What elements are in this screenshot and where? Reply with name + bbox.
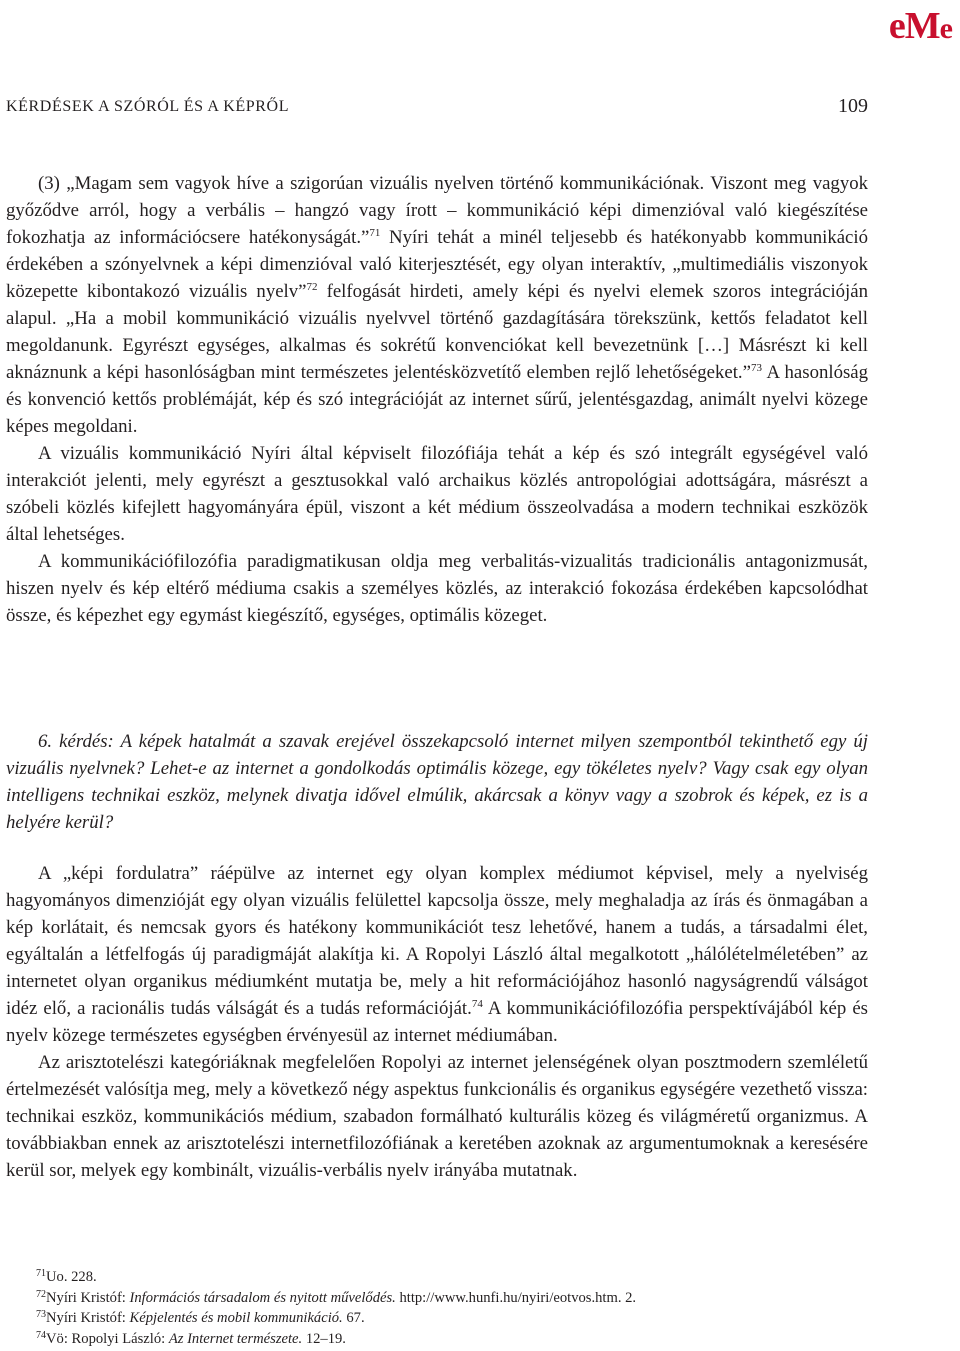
paragraph-text: Nyíri tehát a minél teljesebb és hatékonyabb kommunikáció érdekében a szónyelvnek a képi dimenzióval való kiterjesztését, egy olyan interaktív, „multimediális viszonyok közepette kibontakozó vizuális nyelv” bbox=[6, 227, 868, 302]
logo-e: e bbox=[888, 5, 905, 47]
footnote-author: Nyíri Kristóf: bbox=[46, 1289, 130, 1306]
paragraph-text: A hasonlóság és konvenció kettős problémáját, kép és szó integrációját az internet sűrű, jelentésgazdag, animált nyelvi közege képes megoldani. bbox=[6, 362, 868, 437]
footnote-number: 74 bbox=[36, 1329, 46, 1341]
running-head: KÉRDÉSEK A SZÓRÓL ÉS A KÉPRŐL bbox=[6, 98, 290, 115]
footnote-ref-74[interactable]: 74 bbox=[471, 998, 483, 1010]
footnote-author: Nyíri Kristóf: bbox=[46, 1310, 130, 1326]
footnote-ref-71[interactable]: 71 bbox=[369, 227, 381, 239]
footnote bbox=[36, 1288, 636, 1309]
page-number: 109 bbox=[838, 95, 868, 117]
footnote bbox=[36, 1329, 636, 1350]
paragraph-text: A kommunikációfilozófia perspektívájából kép és nyelv közege természetes egységben érvényesül az internet médiumában. bbox=[6, 998, 868, 1046]
logo-e-small: e bbox=[939, 12, 952, 45]
body-section-2 bbox=[6, 860, 868, 1184]
footnote-title: Az Internet természete. bbox=[168, 1330, 303, 1347]
footnote-ref-72[interactable]: 72 bbox=[306, 281, 318, 293]
footnote-title: Képjelentés és mobil kommunikáció. bbox=[129, 1310, 343, 1326]
paragraph: A kommunikációfilozófia paradigmatikusan oldja meg verbalitás-vizualitás tradicionális antagonizmusát, hiszen nyelv és kép eltérő médiuma csakis a személyes közlés, az interakció fokozása érdekében kapcsolódhat össze, és képezhet egy egymást kiegészítő, egységes, optimális közeget. bbox=[6, 551, 868, 626]
footnote bbox=[36, 1308, 636, 1329]
question-heading: 6. kérdés: A képek hatalmát a szavak erejével összekapcsoló internet milyen szempontból tekinthető egy új vizuális nyelvnek? Lehet-e az internet a gondolkodás optimális közege, egy tökéletes nyelv? Vagy csak egy olyan intelligens technikai eszköz, melynek divatja idővel elmúlik, akárcsak a könyv vagy a szobrok és képek, ez is a helyére kerül? bbox=[6, 731, 868, 833]
body-section-1 bbox=[6, 170, 868, 629]
footnote-title: Információs társadalom és nyitott művelődés. bbox=[129, 1289, 396, 1306]
footnote bbox=[36, 1267, 636, 1288]
paragraph-text: A „képi fordulatra” ráépülve az internet egy olyan komplex médiumot képvisel, mely a nyelviség hagyományos dimenzióját egy olyan vizuális felülettel kapcsolja össze, mely meghaladja az írás és önmagában a kép korlátait, és nemcsak gyors és hatékony kommunikációt tesz lehetővé, hanem a tudás, a társadalmi élet, egyáltalán a létfelfogás új paradigmáját alakítja ki. A Ropolyi László által megalkotott „hálólételméletében” az internetet olyan organikus médiumként mutatja be, mely a hit reformációjához hasonló nagyságrendű válságot idéz elő, a racionális tudás válságát és a tudás reformációját. bbox=[6, 863, 868, 1019]
paragraph-text: felfogását hirdeti, amely képi és nyelvi elemek szoros integrációján alapul. „Ha a mobil kommunikáció vizuális nyelvvel történő gazdagítására törekszünk, kettős feladatot kell megoldanunk. Egyrészt egységes, alkalmas és sokrétű konvenciókat kell bevezetnünk […] Másrészt ki kell aknáznunk a képi hasonlóságban mint természetes jelentésközvetítő elemben rejlő lehetőségeket.” bbox=[6, 281, 868, 383]
footnote-author: Vö: Ropolyi László: bbox=[46, 1330, 169, 1347]
paragraph: Az arisztotelészi kategóriáknak megfelelően Ropolyi az internet jelenségének olyan posztmodern szemléletű értelmezését valósítja meg, mely a következő négy aspektus funkcionális és organikus egységére vezethető vissza: technikai eszköz, kommunikációs médium, szabadon formálható kulturális közeg és világméretű organizmus. A továbbiakban ennek az arisztotelészi internetfilozófiának a keretében azoknak az argumentumoknak a keresésére kerül sor, melyek egy kombinált, vizuális-verbális nyelv irányába mutatnak. bbox=[6, 1052, 868, 1181]
paragraph bbox=[6, 860, 868, 1049]
footnote-ref-73[interactable]: 73 bbox=[750, 362, 762, 374]
logo-m: M bbox=[904, 5, 940, 47]
journal-logo bbox=[889, 6, 952, 49]
footnotes bbox=[36, 1267, 636, 1349]
footnote-text: Uo. 228. bbox=[46, 1269, 97, 1285]
footnote-number: 73 bbox=[36, 1309, 46, 1320]
footnote-pages: 12–19. bbox=[302, 1330, 346, 1347]
paragraph: A vizuális kommunikáció Nyíri által képviselt filozófiája tehát a kép és szó integrált egységével való interakciót jelenti, mely egyrészt a gesztusokkal való archaikus közlés antropológiai adottságára, másrészt a szóbeli közlés kifejlett hagyományára épül, viszont a két médium összeolvadása a modern technikai eszközök által lehetséges. bbox=[6, 443, 868, 545]
footnote-link[interactable]: http://www.hunfi.hu/nyiri/eotvos.htm. 2. bbox=[395, 1289, 637, 1306]
footnote-number: 72 bbox=[36, 1288, 46, 1300]
paragraph bbox=[6, 170, 868, 440]
paragraph-text: (3) „Magam sem vagyok híve a szigorúan vizuális nyelven történő kommunikációnak. Viszont meg vagyok győződve arról, hogy a verbális – hangzó vagy írott – kommunikáció képi dimenzióval való kiegészítése fokozhatja az információcsere hatékonyságát.” bbox=[6, 173, 868, 248]
footnote-number: 71 bbox=[36, 1268, 46, 1279]
footnote-pages: 67. bbox=[342, 1310, 365, 1326]
